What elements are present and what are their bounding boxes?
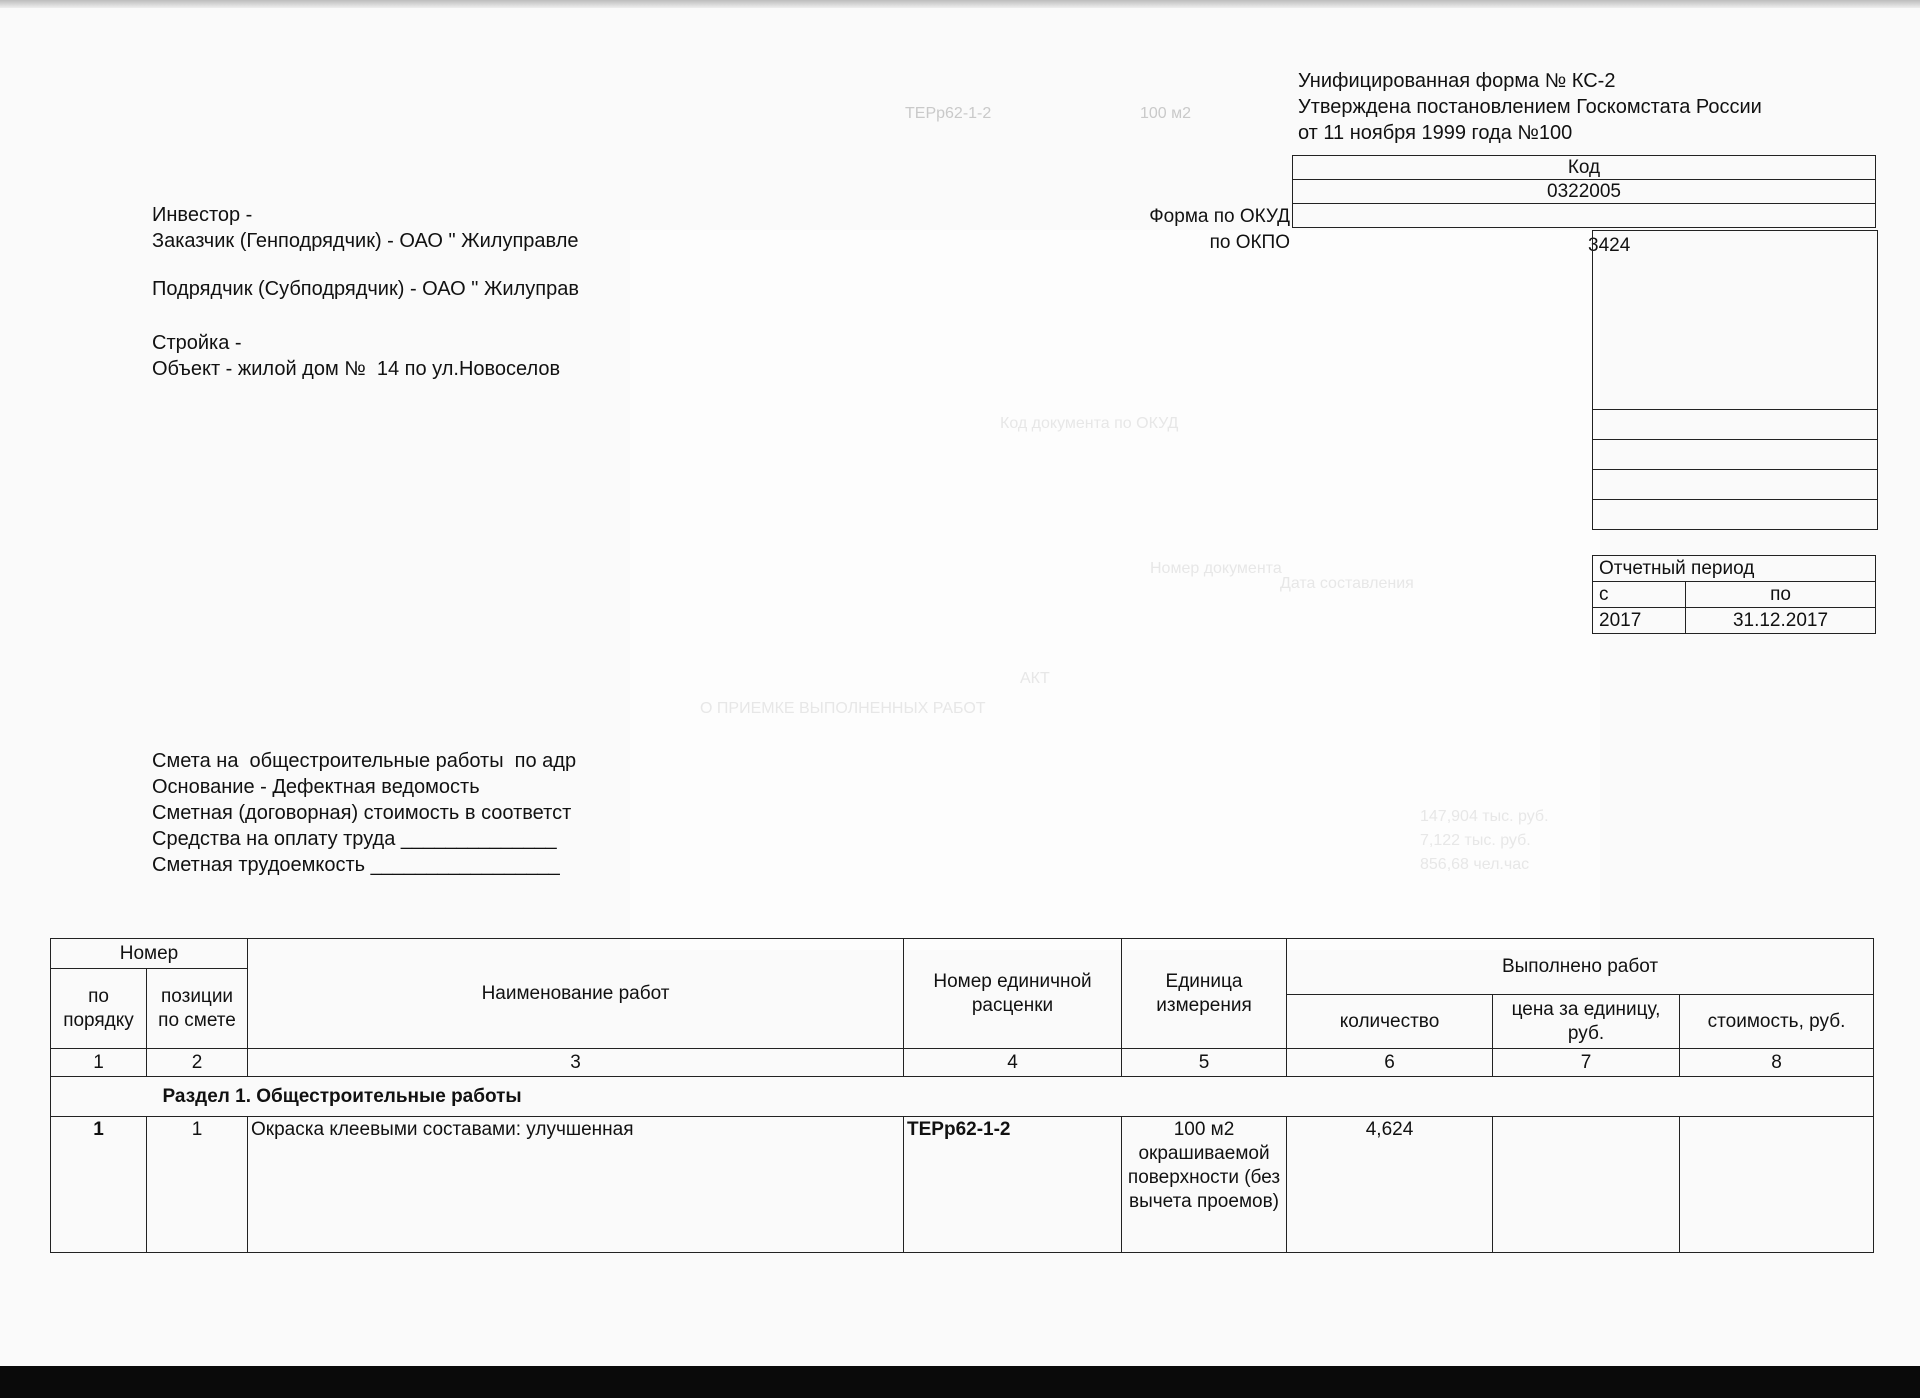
col-number: 6: [1287, 1049, 1493, 1077]
okud-value: 0322005: [1293, 180, 1876, 204]
row-cost: [1680, 1117, 1874, 1253]
okpo-value: [1293, 204, 1876, 228]
estimate-labor: Сметная трудоемкость _________________: [152, 854, 560, 876]
col-number: 4: [904, 1049, 1122, 1077]
col-cost: стоимость, руб.: [1680, 995, 1874, 1049]
col-price: цена за единицу, руб.: [1493, 995, 1680, 1049]
estimate-cost: Сметная (договорная) стоимость в соответст: [152, 802, 572, 824]
form-date: от 11 ноября 1999 года №100: [1298, 122, 1573, 144]
ghost-text: ТЕРр62-1-2: [905, 105, 992, 122]
paper-overlay: [630, 230, 1600, 950]
col-order: по порядку: [51, 969, 147, 1049]
scan-top-edge: [0, 0, 1920, 8]
investor: Инвестор -: [152, 204, 253, 226]
period-to-value: 31.12.2017: [1686, 608, 1876, 634]
form-header: [1298, 68, 1762, 146]
parties-block: [152, 202, 579, 382]
row-position: 1: [147, 1117, 248, 1253]
col-rate-code: Номер единичной расценки: [904, 939, 1122, 1049]
codes-box: [1592, 230, 1878, 530]
col-qty: количество: [1287, 995, 1493, 1049]
estimate-basis: Основание - Дефектная ведомость: [152, 776, 480, 798]
col-number: 2: [147, 1049, 248, 1077]
col-number: 8: [1680, 1049, 1874, 1077]
row-name: Окраска клеевыми составами: улучшенная: [248, 1117, 904, 1253]
col-name: Наименование работ: [248, 939, 904, 1049]
codes-labels: [1110, 178, 1290, 256]
codes-table: [1292, 155, 1876, 228]
period-title: Отчетный период: [1593, 556, 1876, 582]
period-to-label: по: [1686, 582, 1876, 608]
row-order: 1: [51, 1117, 147, 1253]
col-done: Выполнено работ: [1287, 939, 1874, 995]
object: Объект - жилой дом № 14 по ул.Новоселов: [152, 358, 561, 380]
row-qty: 4,624: [1287, 1117, 1493, 1253]
period-from-value: 2017: [1593, 608, 1686, 634]
scan-bottom-edge: [0, 1366, 1920, 1398]
row-unit: 100 м2 окрашиваемой поверхности (без вычета проемов): [1122, 1117, 1287, 1253]
col-number: 3: [248, 1049, 904, 1077]
section-title: Раздел 1. Общестроительные работы: [147, 1077, 1874, 1117]
col-unit: Единица измерения: [1122, 939, 1287, 1049]
works-table: [50, 938, 1874, 1253]
col-number: 7: [1493, 1049, 1680, 1077]
customer: Заказчик (Генподрядчик) - ОАО " Жилуправле: [152, 230, 579, 252]
contractor: Подрядчик (Субподрядчик) - ОАО " Жилуправ: [152, 278, 579, 300]
partial-code: 3424: [1588, 235, 1631, 256]
col-number: 5: [1122, 1049, 1287, 1077]
col-nomer: Номер: [51, 939, 248, 969]
period-table: [1592, 555, 1876, 634]
estimate-block: [152, 748, 576, 878]
estimate-wages: Средства на оплату труда ______________: [152, 828, 557, 850]
period-from-label: с: [1593, 582, 1686, 608]
codes-header: Код: [1293, 156, 1876, 180]
construction: Стройка -: [152, 332, 242, 354]
form-title: Унифицированная форма № КС-2: [1298, 70, 1616, 92]
ghost-text: 100 м2: [1140, 105, 1192, 122]
col-position: позиции по смете: [147, 969, 248, 1049]
form-approval: Утверждена постановлением Госкомстата России: [1298, 96, 1762, 118]
okpo-label: по ОКПО: [1209, 232, 1290, 253]
row-rate-code: ТЕРр62-1-2: [904, 1117, 1122, 1253]
col-number: 1: [51, 1049, 147, 1077]
okud-label: Форма по ОКУД: [1149, 206, 1290, 227]
estimate-line: Смета на общестроительные работы по адр: [152, 750, 577, 772]
row-price: [1493, 1117, 1680, 1253]
